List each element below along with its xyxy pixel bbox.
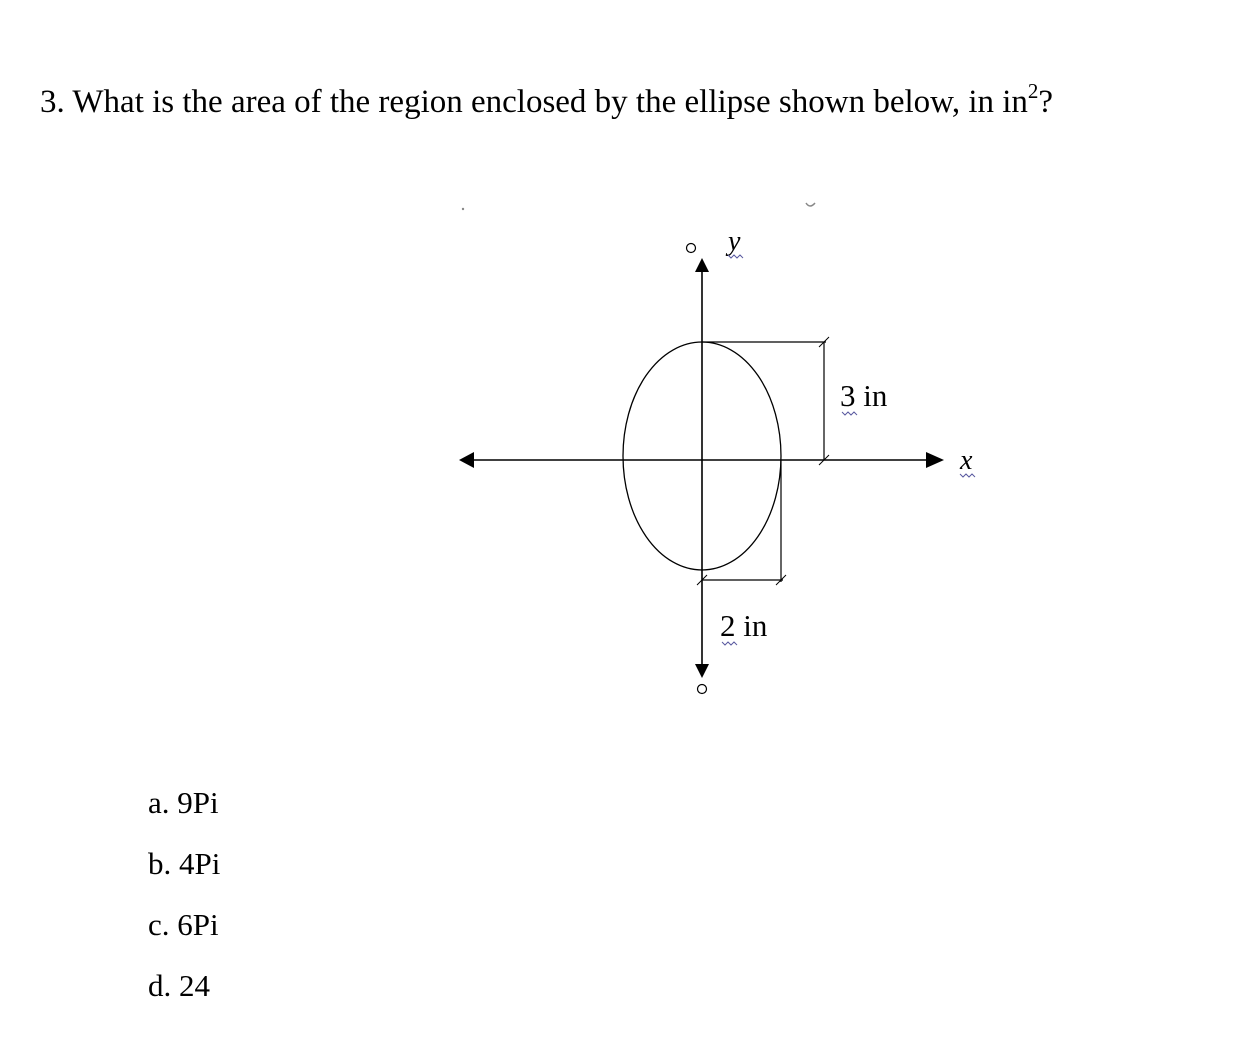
question-exponent: 2 [1027,79,1039,103]
choice-a[interactable]: a. 9Pi [148,785,219,820]
x-axis-label: x [960,445,973,476]
artifact-mark [806,203,815,206]
question-mark: ? [1038,84,1054,120]
answer-choices [148,772,220,1016]
y-axis-bottom-handle [698,685,707,694]
x-axis-left-arrow [459,452,474,468]
choice-c[interactable]: c. 6Pi [148,907,219,942]
choice-d[interactable]: d. 24 [148,968,210,1003]
y-axis-top-handle [687,244,696,253]
y-axis-bottom-arrow [695,664,709,678]
height-label: 3 in [840,378,888,413]
y-axis-label: y [728,226,741,257]
x-axis-right-arrow [926,452,944,468]
question-body: 3. What is the area of the region enclosed by the ellipse shown below, in in [40,84,1028,120]
y-axis-top-arrow [695,258,709,272]
width-label: 2 in [720,608,768,643]
artifact-dot [462,208,464,210]
choice-b[interactable]: b. 4Pi [148,846,221,881]
